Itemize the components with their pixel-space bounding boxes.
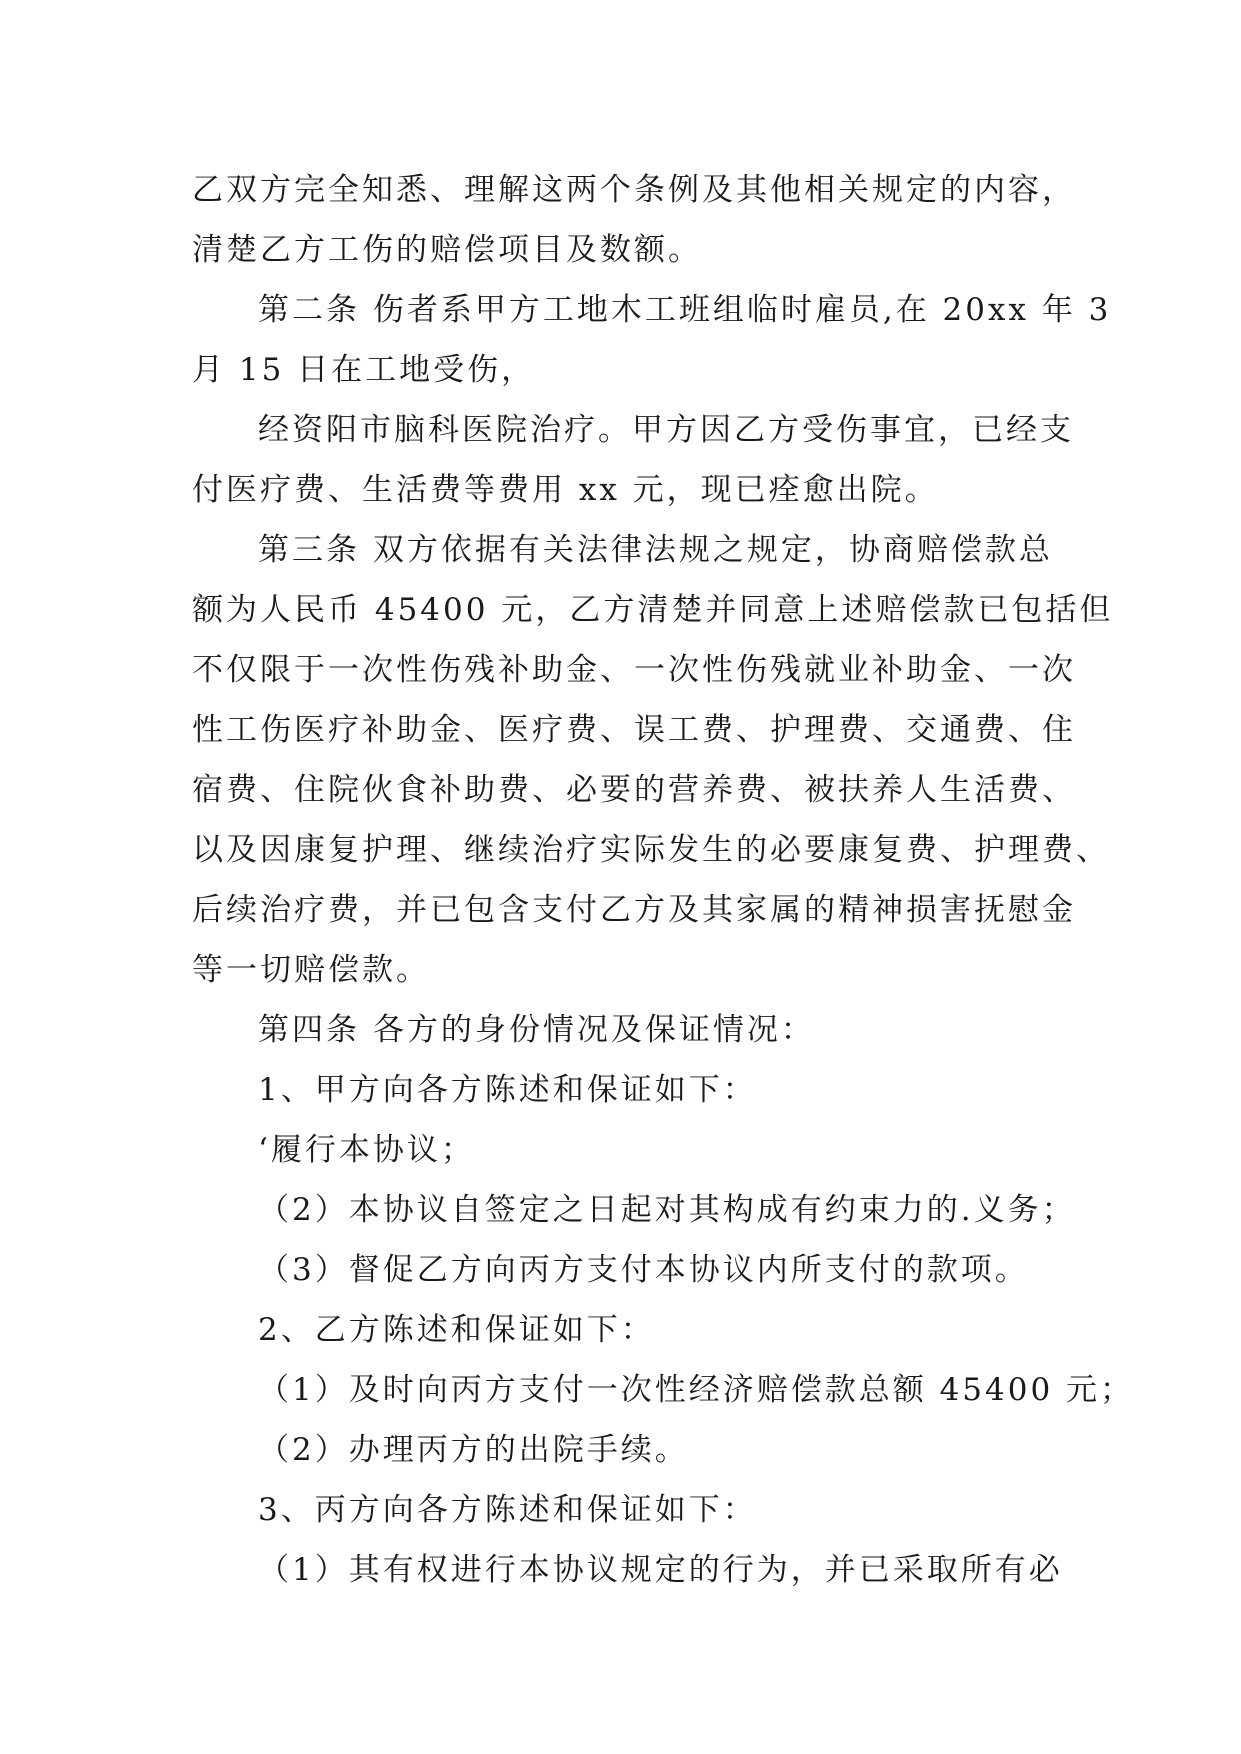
text-line: 付医疗费、生活费等费用 xx 元，现已痊愈出院。	[192, 472, 939, 508]
text-line: 第四条 各方的身份情况及保证情况：	[258, 1012, 815, 1048]
text-line: 清楚乙方工伤的赔偿项目及数额。	[192, 232, 702, 268]
text-line: 3、丙方向各方陈述和保证如下：	[258, 1492, 757, 1528]
text-line: ‘履行本协议；	[258, 1132, 475, 1168]
text-line: 等一切赔偿款。	[192, 952, 430, 988]
text-line: 经资阳市脑科医院治疗。甲方因乙方受伤事宜，已经支	[258, 412, 1074, 448]
text-line: （2）本协议自签定之日起对其构成有约束力的.义务；	[258, 1192, 1076, 1228]
text-line: 乙双方完全知悉、理解这两个条例及其他相关规定的内容，	[192, 172, 1076, 208]
text-line: 第二条 伤者系甲方工地木工班组临时雇员,在 20xx 年 3	[258, 292, 1112, 328]
text-line: 性工伤医疗补助金、医疗费、误工费、护理费、交通费、住	[192, 712, 1076, 748]
document-body	[192, 160, 1135, 1600]
text-line: 第三条 双方依据有关法律法规之规定，协商赔偿款总	[258, 532, 1053, 568]
text-line: 月 15 日在工地受伤，	[192, 352, 536, 388]
text-line: （1）其有权进行本协议规定的行为，并已采取所有必	[258, 1552, 1063, 1588]
text-line: （2）办理丙方的出院手续。	[258, 1432, 689, 1468]
text-line: 2、乙方陈述和保证如下：	[258, 1312, 655, 1348]
text-line: 1、甲方向各方陈述和保证如下：	[258, 1072, 757, 1108]
text-line: （1）及时向丙方支付一次性经济赔偿款总额 45400 元；	[258, 1372, 1135, 1408]
text-line: （3）督促乙方向丙方支付本协议内所支付的款项。	[258, 1252, 1029, 1288]
text-line: 后续治疗费，并已包含支付乙方及其家属的精神损害抚慰金	[192, 892, 1076, 928]
text-line: 不仅限于一次性伤残补助金、一次性伤残就业补助金、一次	[192, 652, 1076, 688]
text-line: 额为人民币 45400 元，乙方清楚并同意上述赔偿款已包括但	[192, 592, 1114, 628]
text-line: 宿费、住院伙食补助费、必要的营养费、被扶养人生活费、	[192, 772, 1076, 808]
text-line: 以及因康复护理、继续治疗实际发生的必要康复费、护理费、	[192, 832, 1110, 868]
